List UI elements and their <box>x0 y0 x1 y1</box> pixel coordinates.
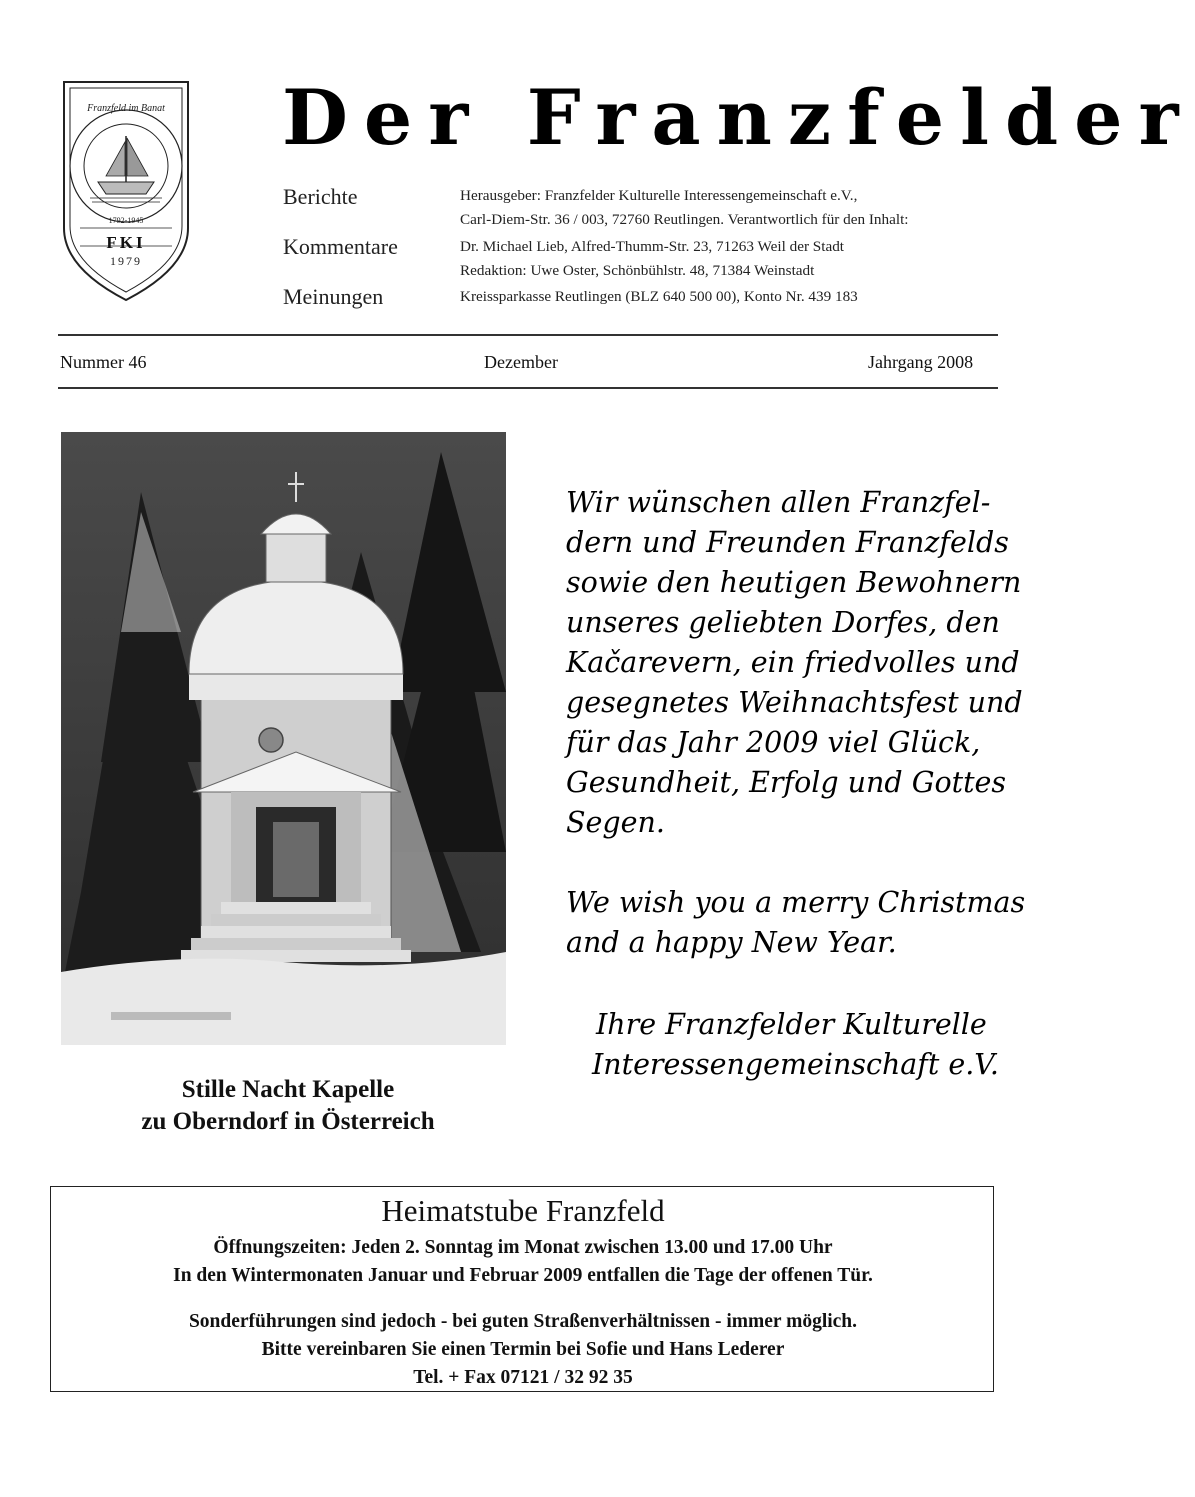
heimatstube-special-tours: Sonderführungen sind jedoch - bei guten Straßenverhältnissen - immer möglich. <box>188 1311 858 1332</box>
logo-org: FKI <box>106 233 146 252</box>
greeting-line-6: gesegnetes Weihnachtsfest und <box>566 686 1023 719</box>
section-meinungen: Meinungen <box>283 284 384 309</box>
header-rule-bottom <box>58 387 998 389</box>
photo-caption-line-1: Stille Nacht Kapelle <box>181 1076 395 1103</box>
logo-ring-text: Franzfeld im Banat <box>87 103 165 114</box>
logo-founded: 1979 <box>110 254 142 268</box>
imprint-line-2: Carl-Diem-Str. 36 / 003, 72760 Reutlingen. Verantwortlich für den Inhalt: <box>460 211 909 228</box>
logo-years: 1792-1945 <box>108 216 144 225</box>
issue-number: Nummer 46 <box>60 352 147 372</box>
heimatstube-box <box>50 1186 994 1392</box>
heimatstube-phone: Tel. + Fax 07121 / 32 92 35 <box>413 1367 633 1388</box>
section-kommentare: Kommentare <box>283 234 398 259</box>
chapel-illustration <box>61 432 506 1045</box>
signature-line-1: Ihre Franzfelder Kulturelle <box>596 1008 987 1041</box>
signature-line-2: Interessengemeinschaft e.V. <box>592 1048 999 1081</box>
issue-month: Dezember <box>484 352 558 372</box>
imprint-line-3: Dr. Michael Lieb, Alfred-Thumm-Str. 23, 71263 Weil der Stadt <box>460 238 845 255</box>
heimatstube-title: Heimatstube Franzfeld <box>381 1193 665 1228</box>
greeting-line-3: sowie den heutigen Bewohnern <box>566 566 1022 599</box>
greeting-line-9: Segen. <box>566 806 665 839</box>
header-rule-top <box>58 334 998 336</box>
greeting-line-2: dern und Freunden Franzfelds <box>566 526 1009 559</box>
chapel-photo <box>61 432 506 1045</box>
issue-year: Jahrgang 2008 <box>868 352 974 372</box>
greeting-line-1: Wir wünschen allen Franzfel- <box>566 486 991 519</box>
heimatstube-appointment: Bitte vereinbaren Sie einen Termin bei Sofie und Hans Lederer <box>261 1339 785 1360</box>
section-berichte: Berichte <box>283 184 358 209</box>
greeting-line-8: Gesundheit, Erfolg und Gottes <box>566 766 1007 799</box>
imprint-line-1: Herausgeber: Franzfelder Kulturelle Interessengemeinschaft e.V., <box>460 187 858 204</box>
greeting-line-4: unseres geliebten Dorfes, den <box>566 606 1000 639</box>
imprint-line-5: Kreissparkasse Reutlingen (BLZ 640 500 00), Konto Nr. 439 183 <box>460 288 858 305</box>
greeting-line-5: Kačarevern, ein friedvolles und <box>566 646 1020 679</box>
greeting-english-line-2: and a happy New Year. <box>566 926 897 959</box>
photo-caption-line-2: zu Oberndorf in Österreich <box>141 1108 435 1135</box>
heimatstube-winter-note: In den Wintermonaten Januar und Februar 2009 entfallen die Tage der offenen Tür. <box>173 1265 873 1286</box>
masthead-title: Der Franzfelder <box>282 73 1195 162</box>
greeting-english-line-1: We wish you a merry Christmas <box>566 886 1026 919</box>
greeting-line-7: für das Jahr 2009 viel Glück, <box>566 726 981 759</box>
imprint-line-4: Redaktion: Uwe Oster, Schönbühlstr. 48, 71384 Weinstadt <box>460 262 815 279</box>
heimatstube-hours: Öffnungszeiten: Jeden 2. Sonntag im Monat zwischen 13.00 und 17.00 Uhr <box>213 1237 833 1258</box>
